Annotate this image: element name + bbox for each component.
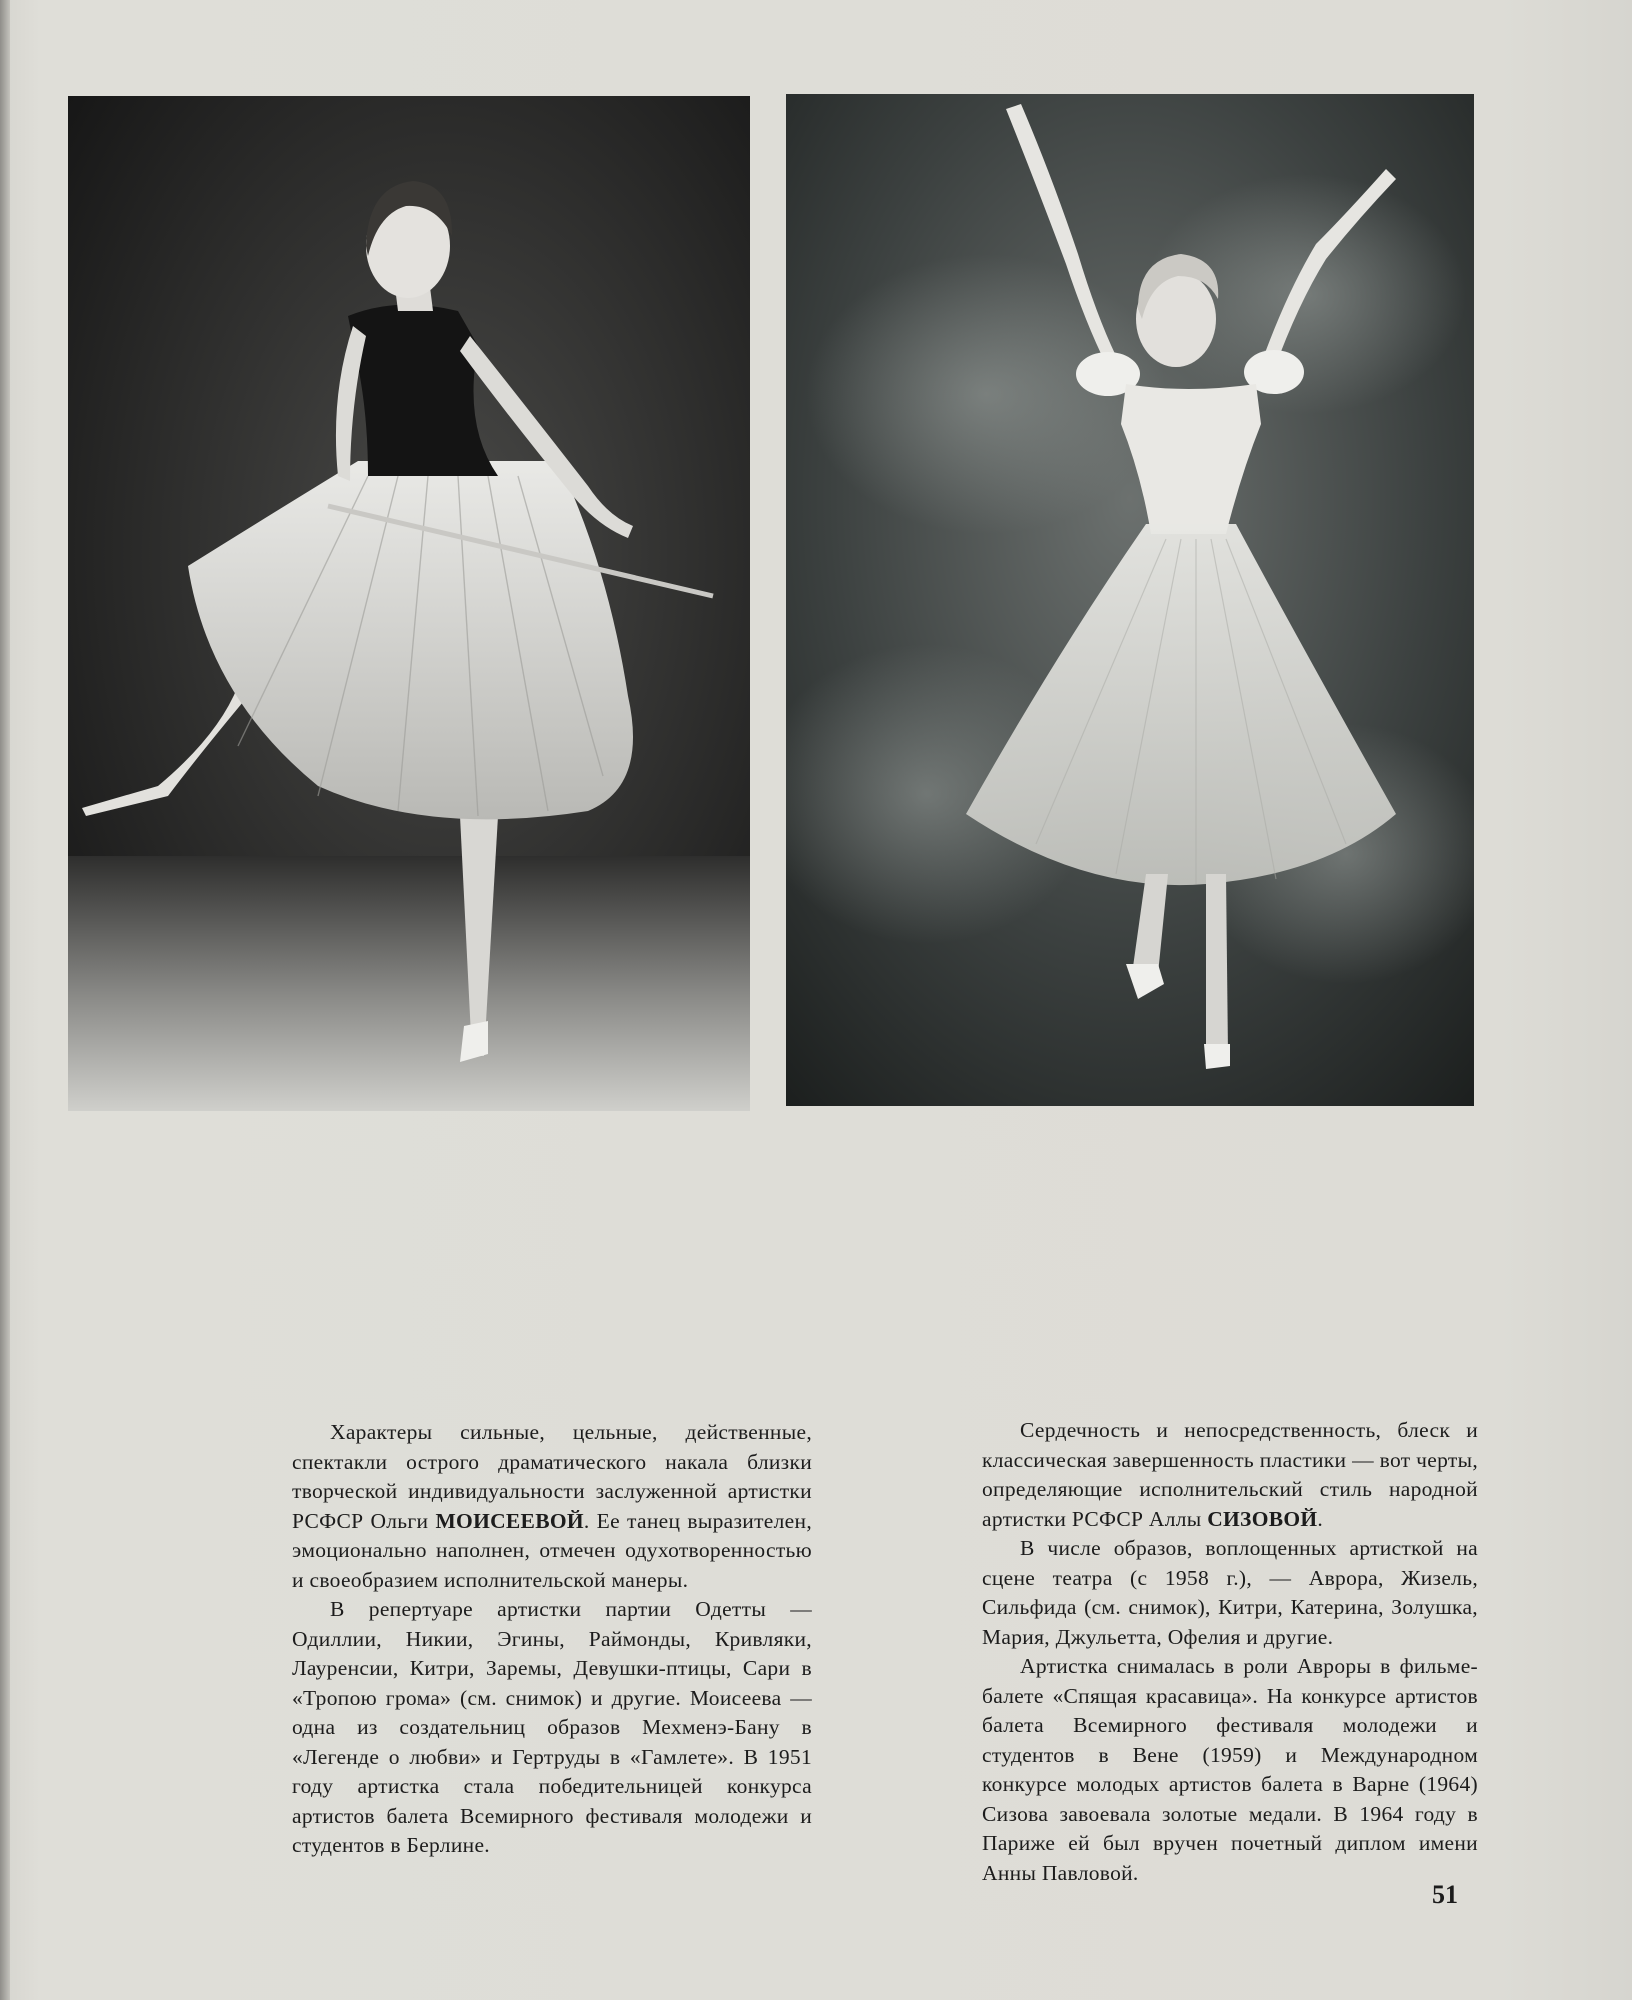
text-column-right bbox=[982, 1416, 1478, 1888]
page-number: 51 bbox=[1432, 1880, 1458, 1909]
paragraph-text: . Ее танец выразителен, эмоционально наполнен, отмечен одухотворенностью и своеобразием исполнительской манеры. bbox=[292, 1508, 812, 1592]
book-spine bbox=[0, 0, 10, 2000]
paragraph: В репертуаре артистки партии Одетты — Одиллии, Никии, Эгины, Раймонды, Кривляки, Лауренсии, Китри, Заремы, Девушки-птицы, Сари в «Тропою грома» (см. снимок) и другие. Моисеева — одна из создательниц образов Мехменэ-Бану в «Легенде о любви» и Гертруды в «Гамлете». В 1951 году артистка стала победительницей конкурса артистов балета Всемирного фестиваля молодежи и студентов в Берлине. bbox=[292, 1597, 812, 1857]
artist-surname: СИЗОВОЙ bbox=[1207, 1506, 1318, 1531]
paragraph-text: Сердечность и непосредственность, блеск и классическая завершенность пластики — вот черты, определяющие исполнительский стиль народной артистки РСФСР Аллы bbox=[982, 1418, 1478, 1531]
photo-ballerina-moiseeva bbox=[68, 96, 750, 1111]
paragraph-text: . bbox=[1317, 1506, 1324, 1531]
paragraph: Артистка снималась в роли Авроры в фильме-балете «Спящая красавица». На конкурсе артистов балета Всемирного фестиваля молодежи и студентов в Вене (1959) и Международном конкурсе молодых артистов балета в Варне (1964) Сизова завоевала золотые медали. В 1964 году в Париже ей был вручен почетный диплом имени Анны Павловой. bbox=[982, 1654, 1478, 1885]
paragraph bbox=[292, 1418, 812, 1595]
text-column-left bbox=[292, 1418, 812, 1861]
paragraph-text: Характеры сильные, цельные, действенные, спектакли острого драматического накала близки творческой индивидуальности заслуженной артистки РСФСР Ольги bbox=[292, 1420, 812, 1533]
photo-ballerina-sizova bbox=[786, 94, 1474, 1106]
paragraph: В числе образов, воплощенных артисткой на сцене театра (с 1958 г.), — Аврора, Жизель, Сильфида (см. снимок), Китри, Катерина, Золушка, Мария, Джульетта, Офелия и другие. bbox=[982, 1536, 1478, 1649]
paragraph bbox=[982, 1416, 1478, 1534]
artist-surname: МОИСЕЕВОЙ bbox=[435, 1508, 584, 1533]
